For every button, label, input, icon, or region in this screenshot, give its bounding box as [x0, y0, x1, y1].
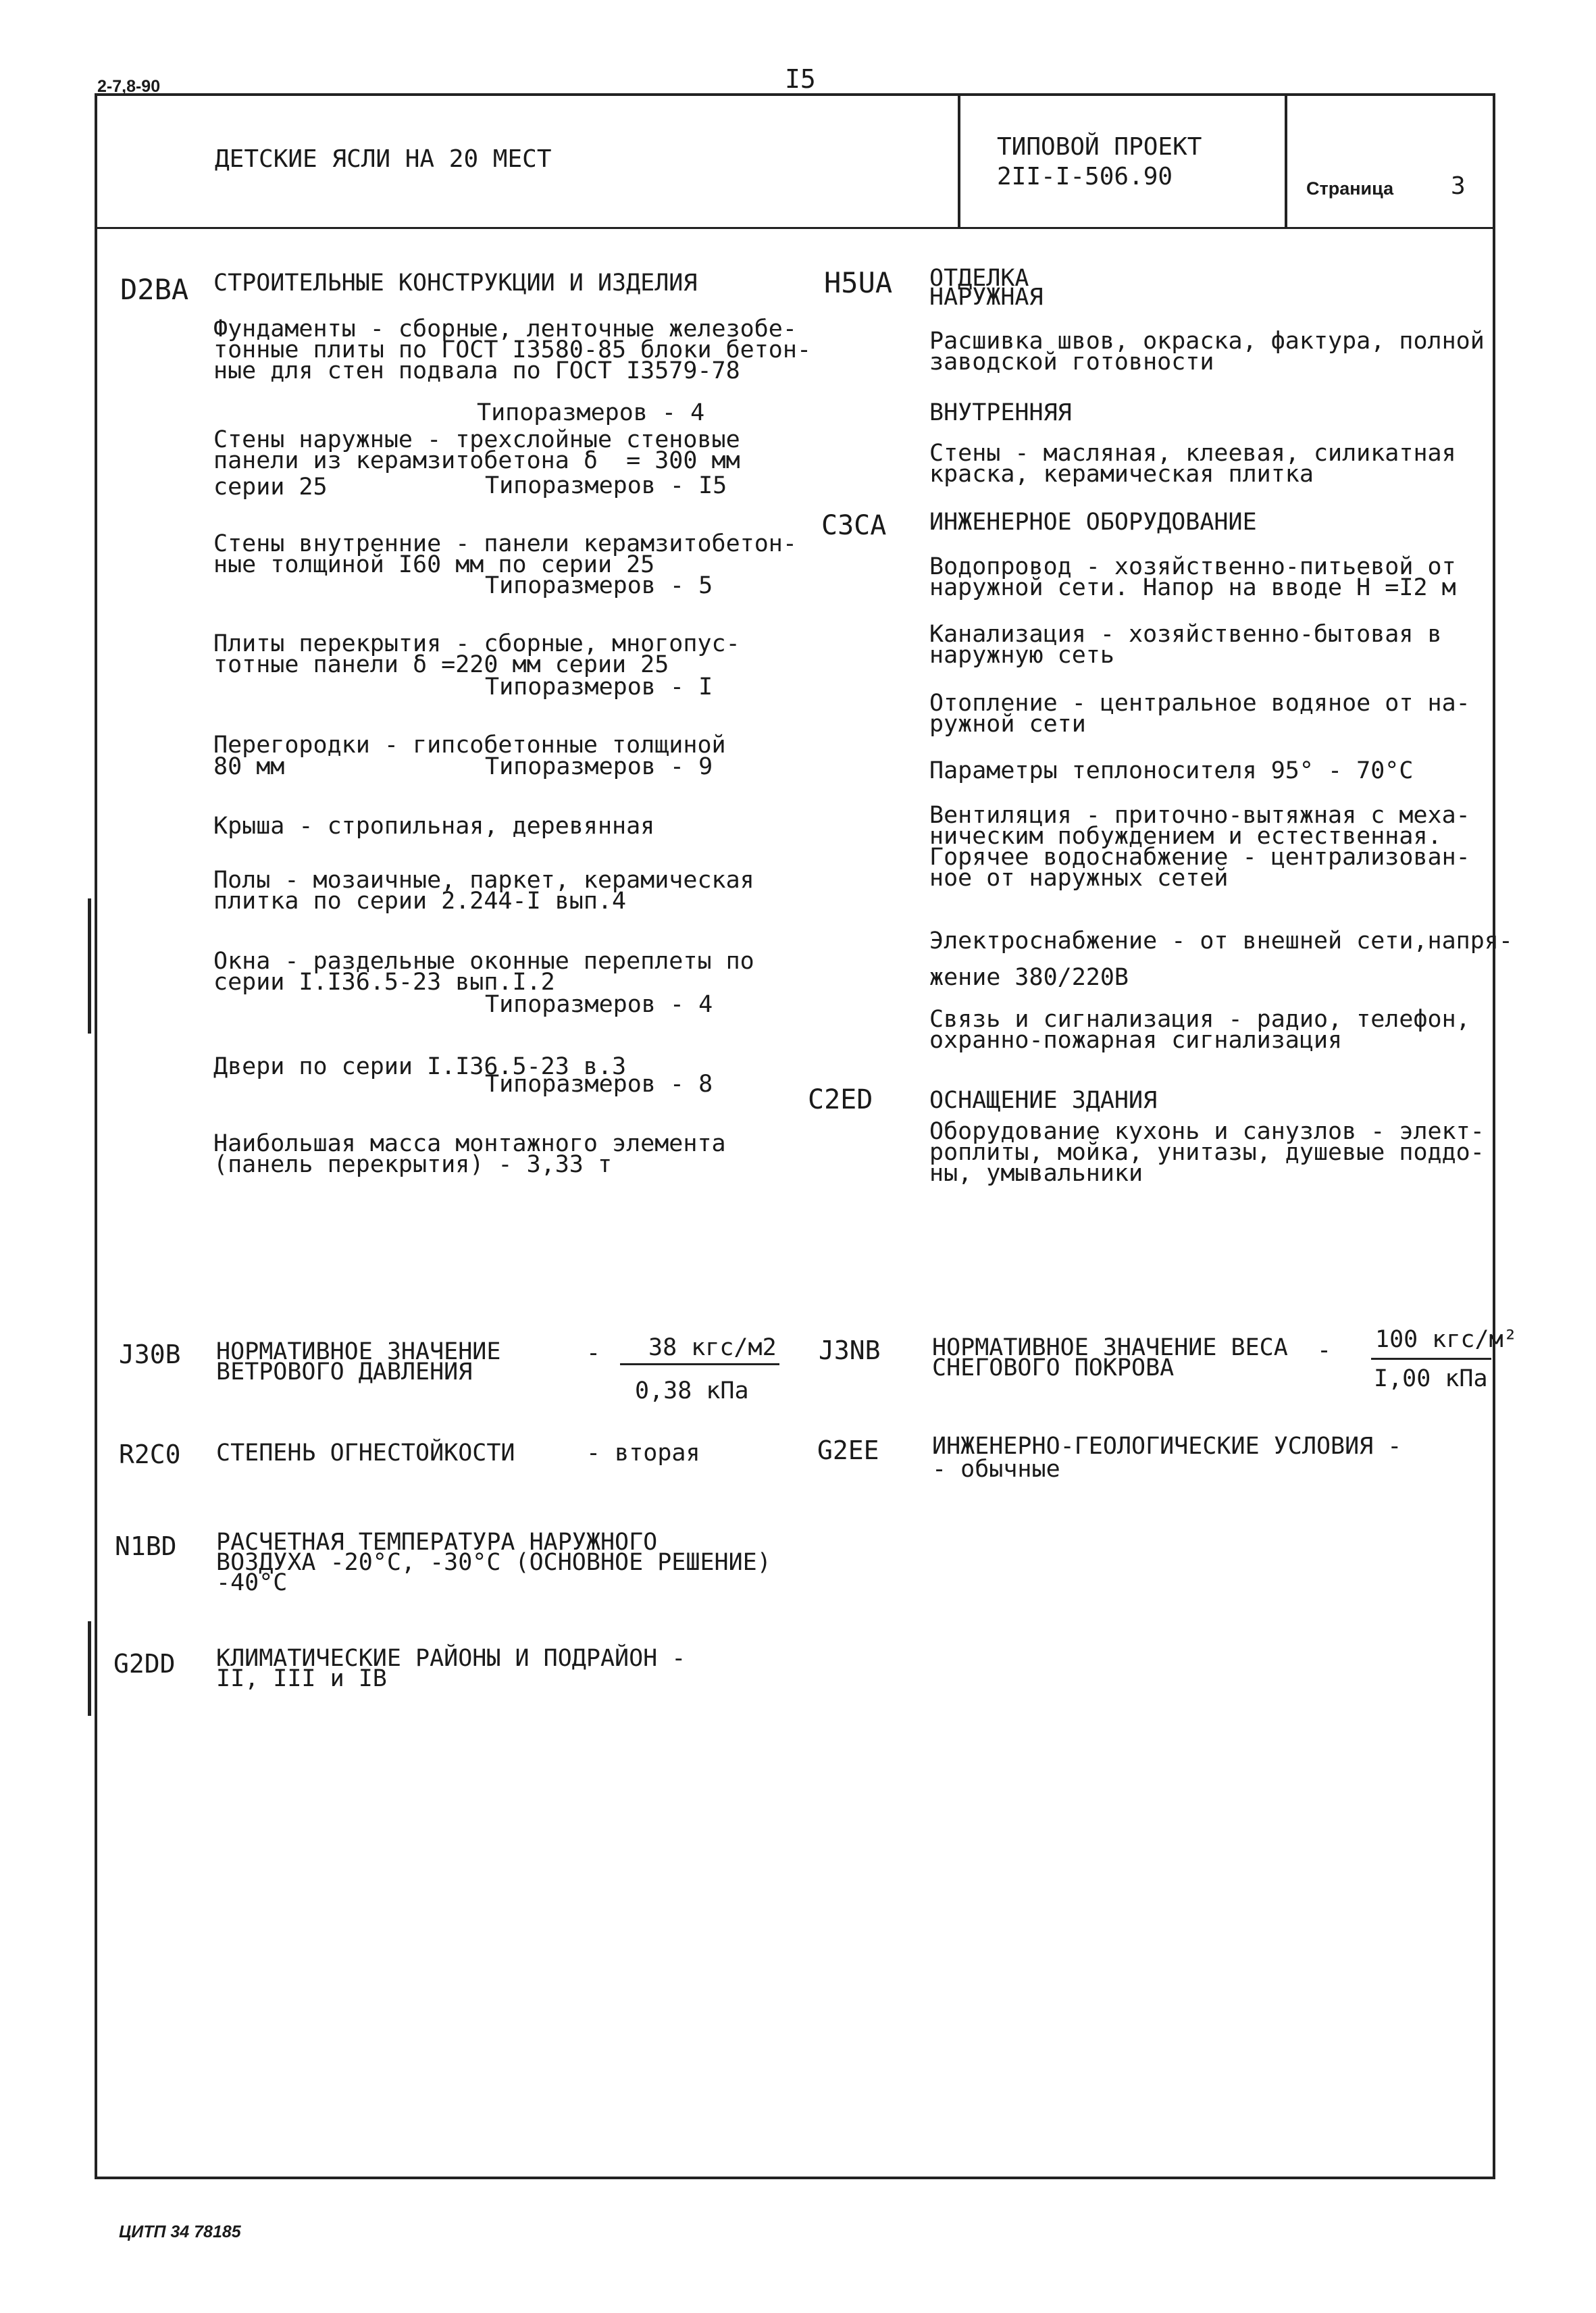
- title-block-bottom-line: [95, 227, 1493, 229]
- section-code-engineering: C3CA: [821, 510, 887, 541]
- communications-text: Связь и сигнализация - радио, телефон, охранно-пожарная сигнализация: [929, 1006, 1470, 1054]
- snow-code: J3NB: [819, 1336, 881, 1365]
- equipment-text: Оборудование кухонь и санузлов - элект- роплиты, мойка, унитазы, душевые поддо- ны, умывальники: [929, 1118, 1485, 1187]
- margin-mark: [88, 898, 91, 1034]
- snow-value-kgf: 100 кгс/м²: [1375, 1326, 1518, 1353]
- project-number: 2II-I-506.90: [997, 163, 1173, 190]
- windows-text: Окна - раздельные оконные переплеты по серии I.I36.5-23 вып.I.2: [213, 948, 754, 996]
- section-code-finish: H5UA: [824, 266, 893, 299]
- exterior-walls-sizes: Типоразмеров - I5: [485, 472, 727, 499]
- foundations-sizes: Типоразмеров - 4: [477, 399, 705, 426]
- wind-value-kpa: 0,38 кПа: [635, 1377, 749, 1404]
- equipment-heading: ОСНАЩЕНИЕ ЗДАНИЯ: [929, 1087, 1158, 1114]
- wind-label: НОРМАТИВНОЕ ЗНАЧЕНИЕ ВЕТРОВОГО ДАВЛЕНИЯ: [216, 1338, 501, 1386]
- doors-text: Двери по серии I.I36.5-23 в.3: [213, 1053, 627, 1080]
- project-label: ТИПОВОЙ ПРОЕКТ: [997, 133, 1202, 161]
- doors-sizes: Типоразмеров - 8: [485, 1071, 713, 1098]
- title-block-divider-2: [1285, 93, 1287, 228]
- finish-heading: ОТДЕЛКА НАРУЖНАЯ: [929, 265, 1044, 311]
- section-code-construction: D2BA: [120, 273, 189, 306]
- climate-code: G2DD: [113, 1649, 176, 1679]
- temperature-code: N1BD: [115, 1531, 177, 1561]
- water-supply-text: Водопровод - хозяйственно-питьевой от наружной сети. Напор на вводе Н =I2 м: [929, 553, 1456, 601]
- page-value: 3: [1451, 172, 1466, 200]
- sewerage-text: Канализация - хозяйственно-бытовая в наружную сеть: [929, 621, 1442, 669]
- page-number-top: I5: [785, 64, 816, 94]
- snow-dash: -: [1317, 1337, 1332, 1364]
- title-block-divider-1: [958, 93, 960, 228]
- snow-value-kpa: I,00 кПа: [1374, 1365, 1488, 1392]
- windows-sizes: Типоразмеров - 4: [485, 991, 713, 1018]
- snow-fraction-line: [1371, 1358, 1491, 1360]
- interior-walls-sizes: Типоразмеров - 5: [485, 572, 713, 599]
- document-title: ДЕТСКИЕ ЯСЛИ НА 20 МЕСТ: [215, 145, 552, 173]
- wind-fraction-line: [620, 1363, 779, 1365]
- climate-label: КЛИМАТИЧЕСКИЕ РАЙОНЫ И ПОДРАЙОН - II, III и IВ: [216, 1645, 686, 1692]
- interior-walls-text: Стены внутренние - панели керамзитобетон- ные толщиной I60 мм по серии 25: [213, 530, 797, 578]
- temperature-label: РАСЧЕТНАЯ ТЕМПЕРАТУРА НАРУЖНОГО ВОЗДУХА -20°С, -30°С (ОСНОВНОЕ РЕШЕНИЕ) -40°С: [216, 1529, 771, 1596]
- heating-text: Отопление - центральное водяное от на- ружной сети: [929, 690, 1470, 738]
- fire-value: - вторая: [586, 1440, 700, 1467]
- finish-interior-text: Стены - масляная, клеевая, силикатная краска, керамическая плитка: [929, 440, 1456, 488]
- ventilation-text: Вентиляция - приточно-вытяжная с меха- ническим побуждением и естественная. Горячее водоснабжение - централизован- ное от наружных сетей: [929, 802, 1470, 892]
- margin-mark: [88, 1621, 91, 1716]
- partitions-sizes: Типоразмеров - 9: [485, 753, 713, 780]
- coolant-text: Параметры теплоносителя 95° - 70°С: [929, 757, 1414, 784]
- fire-code: R2C0: [119, 1440, 181, 1469]
- wind-dash: -: [586, 1340, 601, 1367]
- finish-exterior-text: Расшивка швов, окраска, фактура, полной заводской готовности: [929, 328, 1485, 376]
- exterior-walls-text: Стены наружные - трехслойные стеновые панели из керамзитобетона δ = 300 мм: [213, 426, 740, 474]
- geo-label: ИНЖЕНЕРНО-ГЕОЛОГИЧЕСКИЕ УСЛОВИЯ - - обычные: [932, 1433, 1402, 1483]
- power-text: Электроснабжение - от внешней сети,напря-: [929, 927, 1513, 955]
- partitions-thickness: 80 мм: [213, 753, 285, 780]
- wind-code: J30B: [119, 1340, 181, 1369]
- snow-label: НОРМАТИВНОЕ ЗНАЧЕНИЕ ВЕСА СНЕГОВОГО ПОКРОВА: [932, 1334, 1288, 1381]
- slabs-sizes: Типоразмеров - I: [485, 673, 713, 701]
- section-code-equipment: C2ED: [808, 1084, 873, 1115]
- max-mass-text: Наибольшая масса монтажного элемента (панель перекрытия) - 3,33 т: [213, 1130, 726, 1178]
- finish-interior-heading: ВНУТРЕННЯЯ: [929, 399, 1072, 426]
- floors-text: Полы - мозаичные, паркет, керамическая плитка по серии 2.244-I вып.4: [213, 867, 754, 915]
- roof-text: Крыша - стропильная, деревянная: [213, 813, 655, 840]
- engineering-heading: ИНЖЕНЕРНОЕ ОБОРУДОВАНИЕ: [929, 509, 1257, 536]
- fire-label: СТЕПЕНЬ ОГНЕСТОЙКОСТИ: [216, 1440, 515, 1467]
- corner-code: 2-7,8-90: [97, 77, 161, 96]
- slabs-text: Плиты перекрытия - сборные, многопус- тотные панели δ =220 мм серии 25: [213, 630, 740, 678]
- page-label: Страница: [1306, 178, 1394, 199]
- partitions-text: Перегородки - гипсобетонные толщиной: [213, 732, 726, 759]
- footer-stamp: ЦИТП 34 78185: [119, 2222, 241, 2241]
- wind-value-kgf: 38 кгс/м2: [648, 1334, 777, 1361]
- construction-heading: СТРОИТЕЛЬНЫЕ КОНСТРУКЦИИ И ИЗДЕЛИЯ: [213, 270, 698, 297]
- geo-code: G2EE: [817, 1435, 879, 1465]
- power-text-cont: жение 380/220В: [929, 964, 1129, 991]
- foundations-text: Фундаменты - сборные, ленточные железобе- тонные плиты по ГОСТ I3580-85 блоки бетон- ные для стен подвала по ГОСТ I3579-78: [213, 315, 812, 384]
- exterior-walls-series: серии 25: [213, 474, 328, 501]
